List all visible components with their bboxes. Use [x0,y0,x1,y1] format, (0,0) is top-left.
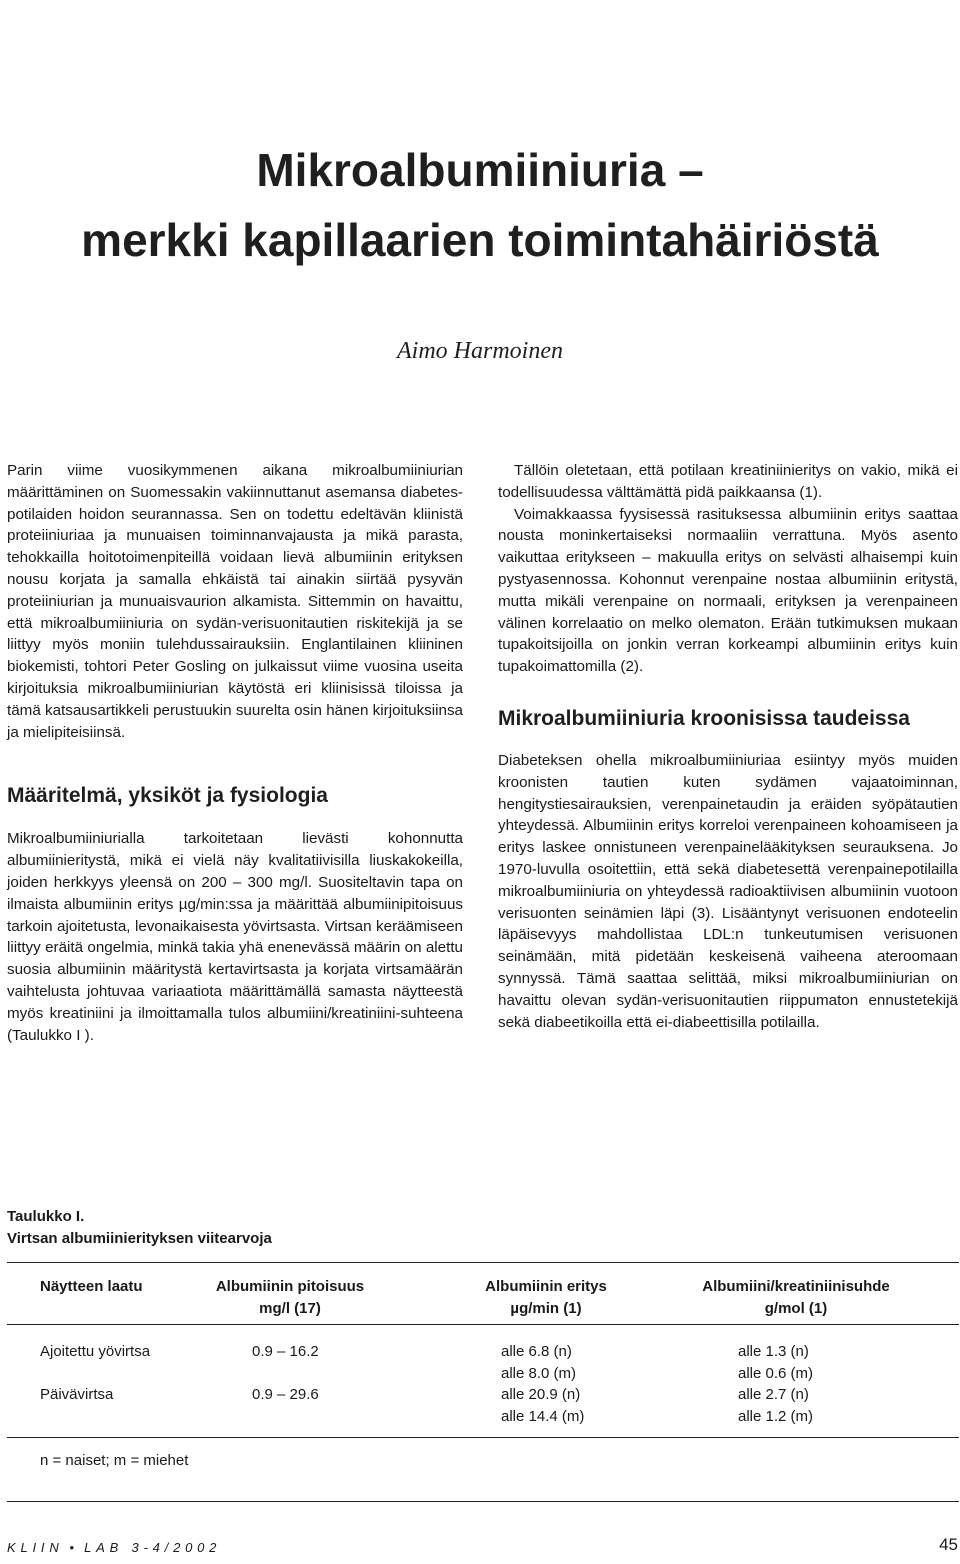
table-header-divider [7,1324,959,1325]
author-name: Aimo Harmoinen [397,338,563,364]
row1-concentration: 0.9 – 16.2 [252,1343,319,1360]
definition-paragraph: Mikroalbumiiniurialla tarkoitetaan lievästi kohonnutta albumiinieritystä, mikä ei vielä näy kvalitatiivisilla liuskakokeilla, joiden herkkyys yleensä on 200 – 300 mg/l. Suositeltavin tapa on ilmaista albumiinin eritys µg/min:ssa ja määrittää albumiinipitoisuus tarkoin ajoitetusta, levonaikaisesta yövirtsasta. Virtsan keräämiseen liittyy eräitä ongelmia, minkä takia yhä enenevässä määrin on alettu suosia albumiinin määritystä kertavirtsasta ja korjata virtsamäärän vaihtelusta johtuvaa variaatiota määrittämällä samasta näytteestä myös kreatiniini ja ilmoittamalla tulos albumiini/kreatiniini-suhteena (Taulukko I ). [7,830,463,1044]
intro-paragraph: Parin viime vuosikymmenen aikana mikroalbumiiniurian määrittäminen on Suomessakin vakiinnuttanut asemansa diabetes-potilaiden hoidon seurannassa. Sen on todettu edeltävän kliinistä proteiiniuriaa ja munuaisen toiminnanvajausta ja mikä parasta, tehokkailla hoitotoimenpiteillä voidaan lievä albumiinin erityksen nousu korjata ja samalla ehkäistä tai ainakin siirtää pysyvän proteiiniurian ja munuaisvaurion alkamista. Sittemmin on havaittu, että mikroalbumiiniuria on sydän-verisuonitautien riskitekijä ja se liittyy myös moniin tulehdussairauksiin. Englantilainen kliininen biokemisti, tohtori Peter Gosling on julkaissut viime vuosina useita kirjoituksia mikroalbumiiniurian käytöstä eri kliinisissä tiloissa ja tämä katsausartikkeli perustuukin suurelta osin hänen kirjoituksiinsa ja mielipiteisiinsä. [7,462,463,741]
article-title-line1: Mikroalbumiiniuria – [256,144,704,196]
table-title: Virtsan albumiinierityksen viitearvoja [7,1230,272,1247]
table-number: Taulukko I. [7,1208,85,1225]
row2-concentration: 0.9 – 29.6 [252,1386,319,1403]
row1-excretion-men: alle 8.0 (m) [501,1365,577,1382]
header-ratio-unit: g/mol (1) [764,1300,828,1317]
row1-sample: Ajoitettu yövirtsa [40,1343,151,1360]
table-footnote-divider [7,1437,959,1438]
table-caption [7,1206,272,1250]
row2-excretion-men: alle 14.4 (m) [501,1408,585,1425]
row1-excretion-women: alle 6.8 (n) [501,1343,572,1360]
row1-ratio-women: alle 1.3 (n) [738,1343,809,1360]
row1-ratio-men: alle 0.6 (m) [738,1365,814,1382]
article-title-line2: merkki kapillaarien toimintahäiriöstä [81,214,879,266]
header-excretion-unit: µg/min (1) [510,1300,582,1317]
left-column [7,460,463,1046]
row2-sample: Päivävirtsa [40,1386,114,1403]
bullet-icon: • [69,1540,75,1555]
header-concentration-unit: mg/l (17) [259,1300,321,1317]
section-heading-definition: Määritelmä, yksiköt ja fysiologia [7,784,328,808]
row2-ratio-men: alle 1.2 (m) [738,1408,814,1425]
journal-name: KLIIN [7,1540,64,1555]
chronic-paragraph: Diabeteksen ohella mikroalbumiiniuriaa esiintyy myös muiden kroonisten tautien kuten sydämen vajaatoiminnan, hengitystiesairauksien, verenpainetaudin ja eräiden syöpätautien yhteydessä. Albumiinin eritys korreloi verenpaineen kohoamiseen ja eritys laskee onnistuneen verenpainelääkityksen seurauksena. Jo 1970-luvulla osoitettiin, että sekä diabetesettä verenpainepotilailla mikroalbumiiniuria on yhteydessä radioaktiivisen albumiinin vuotoon verisuonten seinämien läpi (3). Lisääntynyt verisuonen endoteelin läpäisevyys mahdollistaa LDL:n tunkeutumisen verisuonen seinämään, mitä pidetään keskeisenä vaiheena ateroomaan synnyssä. Tämä saattaa selittää, miksi mikroalbumiiniurian on havaittu olevan sydän-verisuonitautien riippumaton ennustetekijä sekä diabeetikoilla että ei-diabeettisilla potilailla. [498,751,958,1031]
header-ratio: Albumiini/kreatiniinisuhde [702,1278,890,1295]
right-column [498,460,958,1033]
row2-ratio-women: alle 2.7 (n) [738,1386,809,1403]
exercise-paragraph: Voimakkaassa fyysisessä rasituksessa albumiinin eritys saattaa nousta moninkertaiseksi normaaliin verrattuna. Myös asento vaikuttaa eritykseen – makuulla eritys on selvästi alhaisempi kuin pystyasennossa. Kohonnut verenpaine nostaa albumiinin eritystä, mutta mikäli verenpaine on normaali, erityksen ja verenpaineen välinen korrelaatio on melko olematon. Erään tutkimuksen mukaan tupakoitsijoilla on jonkin verran korkeampi albumiinin eritys kuin tupakoimattomilla (2). [498,505,958,676]
row2-excretion-women: alle 20.9 (n) [501,1386,581,1403]
journal-issue: LAB 3-4/2002 [84,1540,222,1555]
header-sample-type: Näytteen laatu [40,1278,143,1295]
section-heading-chronic: Mikroalbumiiniuria kroonisissa taudeissa [498,706,910,730]
journal-footer [7,1540,221,1555]
page-number: 45 [939,1535,958,1554]
header-concentration: Albumiinin pitoisuus [215,1278,365,1295]
creatinine-paragraph: Tällöin oletetaan, että potilaan kreatiniinieritys on vakio, mikä ei todellisuudessa välttämättä pidä paikkaansa (1). [498,462,958,501]
table-footnote: n = naiset; m = miehet [40,1452,189,1469]
header-excretion: Albumiinin eritys [485,1278,607,1295]
